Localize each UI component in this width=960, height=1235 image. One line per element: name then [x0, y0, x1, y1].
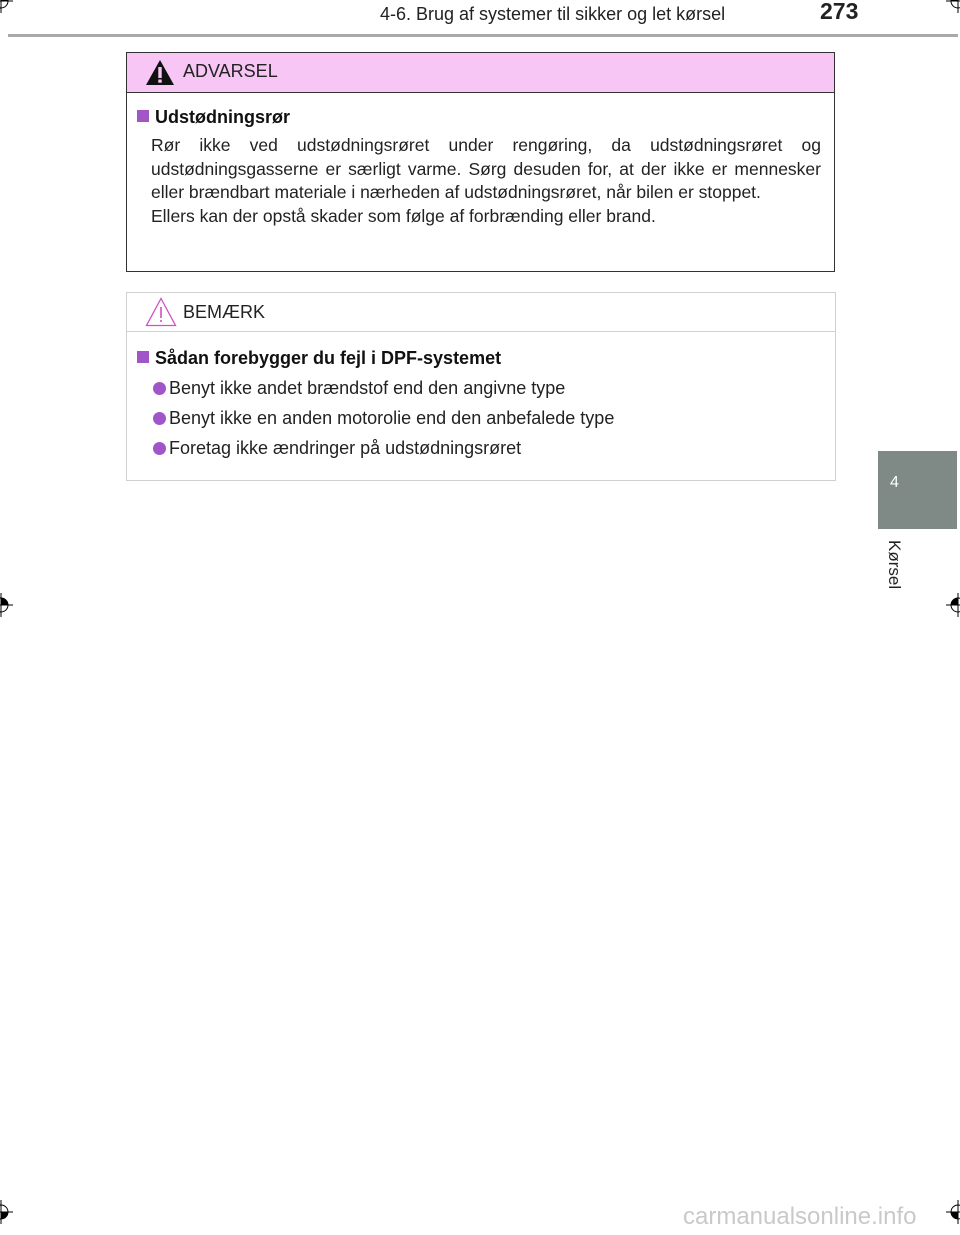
site-watermark: carmanualsonline.info — [683, 1203, 917, 1230]
list-item — [137, 408, 825, 429]
notice-header — [127, 293, 835, 332]
crop-mark-icon — [0, 1200, 13, 1224]
list-item-text: Foretag ikke ændringer på udstødningsrøret — [169, 438, 522, 458]
chapter-label: Kørsel — [885, 540, 904, 590]
warning-paragraph: Rør ikke ved udstødningsrøret under rengøring, da udstødningsrøret og udstødningsgasserne er særligt varme. Sørg desuden for, at der ikke er mennesker eller brændbart materiale i nærheden af udstødningsrøret, når bilen er stoppet. — [151, 135, 821, 202]
header-divider — [8, 34, 958, 37]
warning-consequence: Ellers kan der opstå skader som følge af forbrænding eller brand. — [151, 205, 656, 226]
crop-mark-icon — [946, 0, 960, 13]
warning-header — [127, 53, 834, 93]
list-item-text: Benyt ikke andet brændstof end den angivne type — [169, 378, 566, 398]
warning-section-heading — [137, 107, 821, 128]
warning-box — [126, 52, 835, 272]
list-item-text: Benyt ikke en anden motorolie end den anbefalede type — [169, 408, 615, 428]
crop-mark-icon — [946, 1200, 960, 1224]
list-item — [137, 438, 825, 459]
warning-title: ADVARSEL — [183, 61, 278, 81]
warning-heading-text: Udstødningsrør — [155, 107, 290, 127]
notice-title: BEMÆRK — [183, 302, 266, 322]
crop-mark-icon — [0, 0, 13, 13]
notice-section-heading — [137, 348, 825, 369]
warning-triangle-icon — [145, 59, 175, 86]
notice-box — [126, 292, 836, 481]
list-item — [137, 378, 825, 399]
circle-bullet-icon — [153, 382, 166, 395]
notice-heading-text: Sådan forebygger du fejl i DPF-systemet — [155, 348, 502, 368]
crop-mark-icon — [0, 593, 13, 617]
page-number: 273 — [820, 0, 859, 24]
circle-bullet-icon — [153, 442, 166, 455]
notice-triangle-icon — [145, 297, 177, 327]
square-bullet-icon — [137, 110, 149, 122]
chapter-number: 4 — [890, 474, 899, 491]
circle-bullet-icon — [153, 412, 166, 425]
square-bullet-icon — [137, 351, 149, 363]
crop-mark-icon — [946, 593, 960, 617]
section-title: 4-6. Brug af systemer til sikker og let kørsel — [380, 4, 726, 24]
